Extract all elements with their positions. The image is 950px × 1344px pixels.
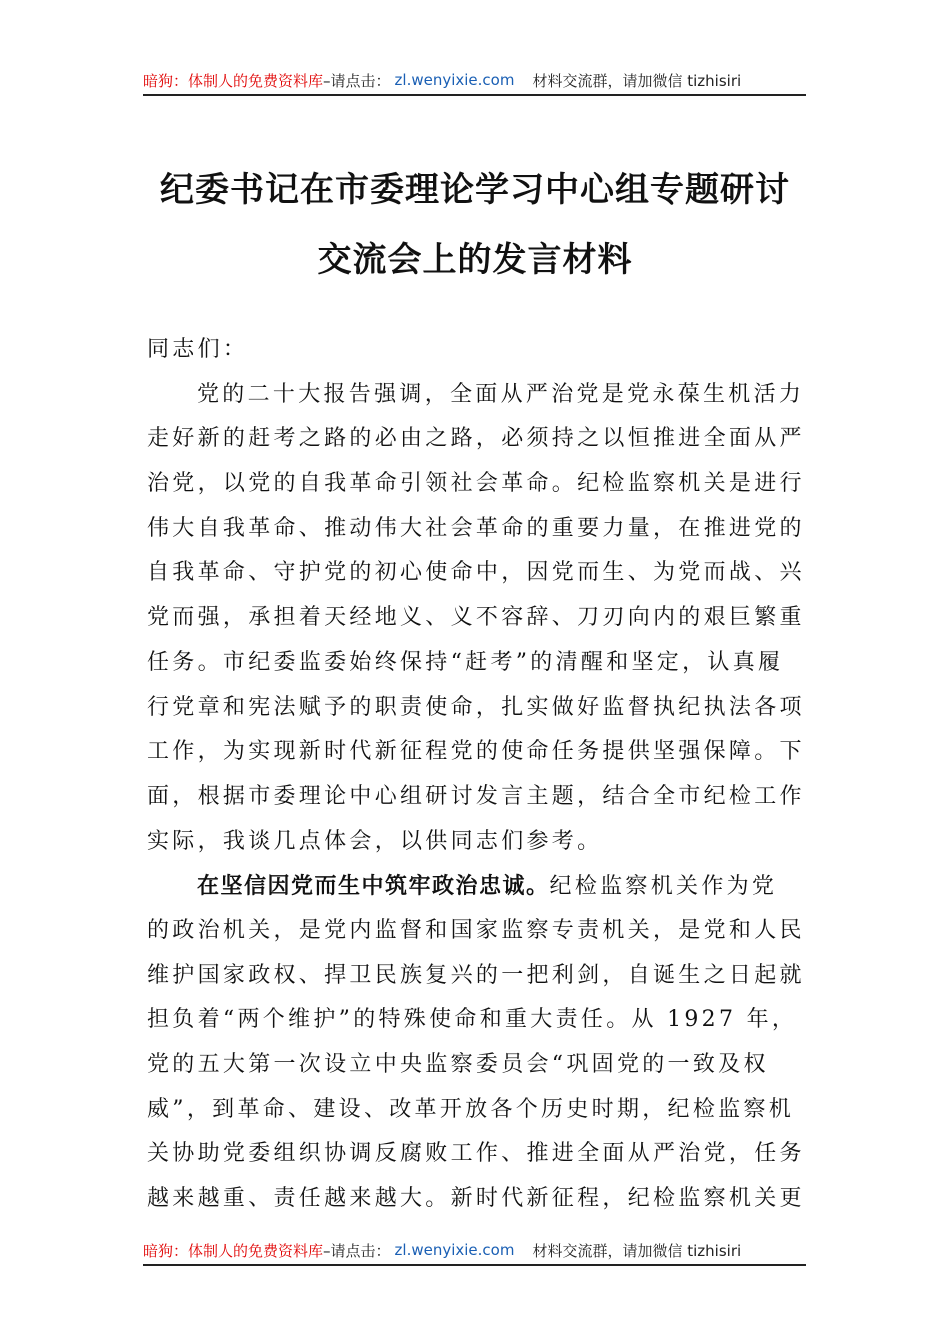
paragraph-1 (147, 373, 809, 865)
paragraph-line: 任务。市纪委监委始终保持“赶考”的清醒和坚定，认真履 (147, 649, 784, 675)
paragraph-line: 治党，以党的自我革命引领社会革命。纪检监察机关是进行 (147, 471, 805, 497)
paragraph-line: 自我革命、守护党的初心使命中，因党而生、为党而战、兴 (147, 560, 805, 586)
paragraph-line: 面，根据市委理论中心组研讨发言主题，结合全市纪检工作 (147, 783, 805, 809)
paragraph-line-rest: 纪检监察机关作为党 (549, 874, 778, 900)
header-group-info: 材料交流群，请加微信 tizhisiri (532, 71, 742, 90)
header-site-name: 暗狗：体制人的免费资料库 (143, 71, 324, 90)
header-click-prompt: –请点击： (323, 71, 391, 90)
paragraph-2 (147, 864, 809, 1222)
paragraph-line: 走好新的赶考之路的必由之路，必须持之以恒推进全面从严 (147, 426, 805, 452)
document-body (147, 328, 809, 1222)
paragraph-line: 党的二十大报告强调，全面从严治党是党永葆生机活力 (197, 381, 805, 407)
paragraph-line: 威”，到革命、建设、改革开放各个历史时期，纪检监察机 (147, 1096, 795, 1122)
footer-group-info: 材料交流群，请加微信 tizhisiri (532, 1241, 742, 1260)
paragraph-line: 越来越重、责任越来越大。新时代新征程，纪检监察机关更 (147, 1186, 805, 1212)
paragraph-line: 伟大自我革命、推动伟大社会革命的重要力量，在推进党的 (147, 515, 805, 541)
document-title-line-2: 交流会上的发言材料 (317, 240, 633, 280)
header-url-link[interactable]: zl.wenyixie.com (394, 71, 515, 89)
document-title-line-1: 纪委书记在市委理论学习中心组专题研讨 (160, 170, 790, 210)
paragraph-line: 党的五大第一次设立中央监察委员会“巩固党的一致及权 (147, 1052, 769, 1077)
paragraph-line: 维护国家政权、捍卫民族复兴的一把利剑，自诞生之日起就 (147, 962, 805, 988)
paragraph-line: 关协助党委组织协调反腐败工作、推进全面从严治党，任务 (147, 1141, 805, 1167)
footer-url-link[interactable]: zl.wenyixie.com (394, 1241, 515, 1259)
footer-site-name: 暗狗：体制人的免费资料库 (143, 1241, 324, 1260)
paragraph-line: 担负着“两个维护”的特殊使命和重大责任。从 1927 年， (147, 1007, 798, 1033)
footer-banner (143, 1236, 806, 1266)
footer-click-prompt: –请点击： (323, 1241, 391, 1260)
paragraph-line: 行党章和宪法赋予的职责使命，扎实做好监督执纪执法各项 (147, 694, 805, 720)
paragraph-line: 工作，为实现新时代新征程党的使命任务提供坚强保障。下 (147, 739, 805, 765)
paragraph-line: 实际，我谈几点体会，以供同志们参考。 (147, 828, 603, 854)
paragraph-line: 党而强，承担着天经地义、义不容辞、刀刃向内的艰巨繁重 (147, 605, 805, 631)
salutation: 同志们： (147, 337, 249, 362)
paragraph-line (147, 864, 809, 909)
paragraph-line: 的政治机关，是党内监督和国家监察专责机关，是党和人民 (147, 917, 805, 943)
header-banner (143, 66, 806, 96)
section-heading: 在坚信因党而生中筑牢政治忠诚。 (197, 873, 550, 900)
